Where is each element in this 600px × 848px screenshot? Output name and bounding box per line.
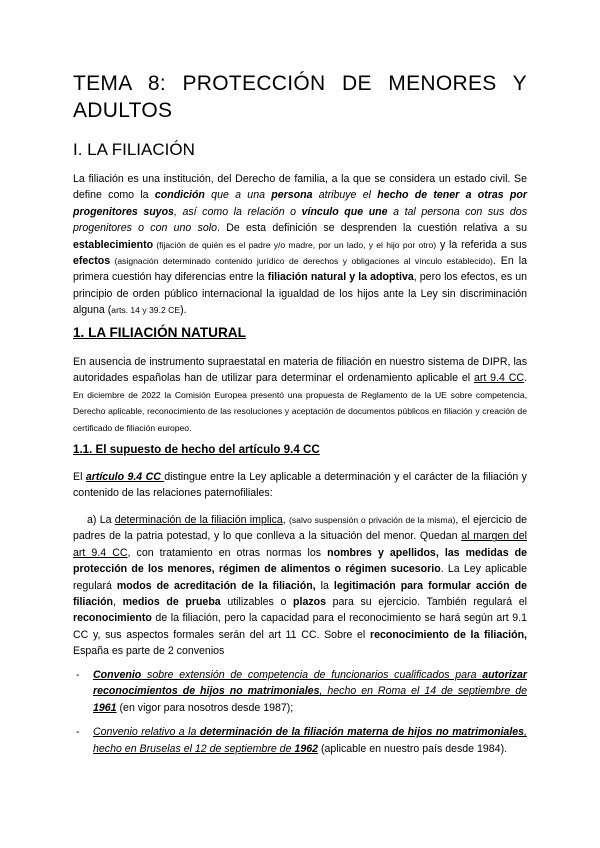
intro-term-condicion: condición xyxy=(154,189,205,202)
para-text: distingue entre la Ley aplicable a determinación y el carácter de la filiación y contenido de las relaciones paternofiliales: xyxy=(73,471,527,500)
intro-text: . De esta definición se desprenden la cuestión relativa a su xyxy=(217,222,527,235)
term-modos-acreditacion: modos de acreditación de la filiación, xyxy=(116,579,316,592)
section-heading-filiacion: I. LA FILIACIÓN xyxy=(73,140,195,159)
title-line-2: ADULTOS xyxy=(73,99,173,122)
term-medios-prueba: medios de prueba xyxy=(122,596,221,609)
para-text: para su ejercicio. También regulará el xyxy=(326,596,527,609)
list-dash: - xyxy=(76,669,80,681)
term-nombres-apellidos: nombres y apellidos, las medidas de protección de los menores, régimen de alimentos o régimen sucesorio xyxy=(73,546,528,576)
link-art-9-4-cc: art 9.4 CC xyxy=(473,372,525,385)
list-item xyxy=(73,667,527,716)
list-text: sobre extensión de competencia de funcionarios cualificados para xyxy=(141,669,483,681)
term-plazos: plazos xyxy=(293,596,326,609)
para-text: , el ejercicio de padres de la patria potestad, y lo que conlleva a la situación del menor. Quedan xyxy=(73,514,528,543)
intro-note: (fijación de quién es el padre y/o madre, por un lado, y el hijo por otro) xyxy=(153,239,437,250)
intro-text: , pero los efectos, es un principio de orden público internacional la igualdad de los hijos ante la Ley sin discriminación alguna ( xyxy=(73,271,528,317)
para-note: (salvo suspensión o privación de la misma) xyxy=(289,515,456,525)
supuesto-paragraph xyxy=(73,469,527,502)
term-autorizar: autorizar reconocimientos de hijos no matrimoniales xyxy=(93,669,527,698)
intro-term-efectos: efectos xyxy=(73,255,111,268)
term-reconocimiento-filiacion: reconocimiento de la filiación, xyxy=(369,628,527,641)
term-determinacion: determinación de la filiación implica xyxy=(114,514,283,526)
intro-term-hecho: hecho de tener a otras por progenitores suyos xyxy=(73,189,527,218)
para-text: , con tratamiento en otras normas los xyxy=(127,546,328,559)
list-item xyxy=(73,724,527,757)
intro-term-filiacion: filiación natural y la adoptiva xyxy=(267,271,414,284)
intro-term-vinculo: vínculo que une xyxy=(301,205,388,218)
filiacion-natural-paragraph xyxy=(73,354,527,436)
section-heading-filiacion-natural: 1. LA FILIACIÓN NATURAL xyxy=(73,325,246,340)
determinacion-paragraph xyxy=(73,512,527,660)
term-legitimacion: legitimación para formular acción de filiación xyxy=(73,579,527,609)
para-text: España es parte de 2 convenios xyxy=(73,645,225,658)
para-text: , xyxy=(282,514,289,526)
term-al-margen: al margen del art 9.4 CC xyxy=(73,530,527,559)
intro-text: La filiación es una institución, del Derecho de familia, a la que se considera un estado civil. Se define como la xyxy=(73,173,527,202)
intro-text: y la referida a sus xyxy=(436,238,527,251)
intro-note: (asignación determinado contenido jurídico de derechos y obligaciones al vínculo establecido) xyxy=(110,256,493,267)
intro-paragraph xyxy=(73,171,527,319)
para-text: a) La xyxy=(87,514,115,526)
intro-text: , así como la relación o xyxy=(173,205,302,218)
intro-text: . En la primera cuestión hay diferencias entre la xyxy=(73,255,527,284)
para-text: de la filiación, pero la capacidad para el reconocimiento se hará según art 9.1 CC y, sus aspectos formales serán del art 11 CC. Sobre el xyxy=(73,612,527,641)
convenios-list xyxy=(73,667,527,765)
para-text: utilizables o xyxy=(220,596,294,609)
document-title xyxy=(73,70,527,124)
term-reconocimiento: reconocimiento xyxy=(73,612,152,625)
intro-text: que a una xyxy=(204,189,272,202)
list-text: , hecho en Bruselas el 12 de septiembre de xyxy=(93,726,527,755)
para-text: El xyxy=(73,471,86,483)
para-text: la xyxy=(315,579,334,592)
para-text: . xyxy=(524,372,528,385)
term-filiacion-materna: determinación de la filiación materna de hijos no matrimoniales xyxy=(199,726,525,739)
list-text: Convenio relativo a la xyxy=(93,726,200,739)
list-text: (aplicable en nuestro país desde 1984). xyxy=(318,742,508,755)
term-convenio: Convenio xyxy=(93,669,142,681)
intro-term-persona: persona xyxy=(271,189,313,202)
list-text: , hecho en Roma el 14 de septiembre de xyxy=(319,685,527,698)
subsection-heading-supuesto: 1.1. El supuesto de hecho del artículo 9.4 CC xyxy=(73,443,320,456)
para-text: En ausencia de instrumento supraestatal en materia de filiación en nuestro sistema de DIPR, las autoridades españolas han de utilizar para determinar el ordenamiento aplicable el xyxy=(73,356,527,385)
term-articulo-9-4: artículo 9.4 CC xyxy=(85,471,165,483)
intro-term-establecimiento: establecimiento xyxy=(73,238,154,251)
list-dash: - xyxy=(76,726,80,739)
list-text: (en vigor para nosotros desde 1987); xyxy=(116,701,294,714)
para-text: , xyxy=(113,596,123,609)
para-note: En diciembre de 2022 la Comisión Europea presentó una propuesta de Reglamento de la UE sobre competencia, Derecho aplicable, reconocimiento de las resoluciones y aceptación de documentos públicos en filiación y creación de certificado de filiación europeo. xyxy=(73,389,527,433)
intro-text: a tal persona con sus dos progenitores o con uno solo xyxy=(73,205,527,235)
title-line-1: TEMA 8: PROTECCIÓN DE MENORES Y xyxy=(73,72,527,95)
term-year-1961: 1961 xyxy=(93,701,117,714)
intro-text: ). xyxy=(180,304,187,317)
para-text: . La Ley aplicable regulará xyxy=(73,563,527,592)
term-year-1962: 1962 xyxy=(294,742,318,755)
intro-citation: arts. 14 y 39.2 CE xyxy=(111,305,181,316)
intro-text: atribuye el xyxy=(312,189,378,202)
